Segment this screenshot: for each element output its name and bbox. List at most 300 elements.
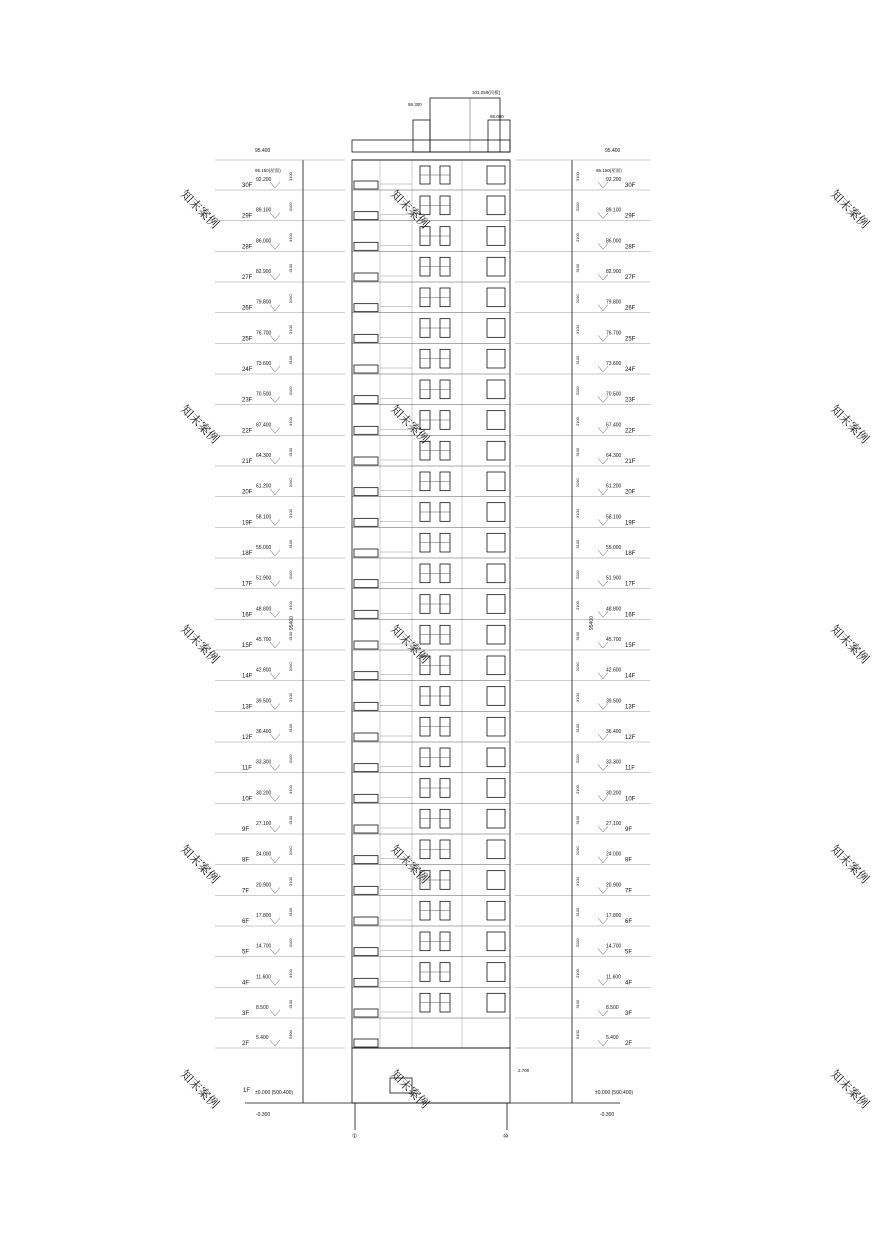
right-storey-height: 3100 [575,601,580,610]
below-ground-left: -0.300 [256,1112,271,1118]
right-floor-name: 19F [625,520,636,527]
right-floor-name: 3F [625,1011,633,1017]
balcony-railing [354,886,378,894]
top-elevation-left: 95.400 [255,148,271,154]
left-floor-name: 28F [242,244,253,251]
right-storey-height: 3100 [575,202,580,212]
left-elevation-value: 51.900 [256,575,272,582]
right-storey-height: 3100 [575,877,580,886]
right-storey-height: 3100 [575,233,580,242]
right-elevation-value: 58.100 [606,514,622,521]
balcony-railing [354,549,378,557]
left-storey-height: 3100 [288,999,293,1009]
left-storey-height: 3100 [288,539,293,549]
left-level-marker [270,673,280,679]
left-floor-name: 20F [242,489,253,496]
balcony-railing [354,488,378,496]
watermark-text: 知末案例 [827,842,872,887]
right-floor-name: 30F [625,183,636,189]
left-floor-name: 24F [242,367,253,373]
left-floor-name: 11F [242,765,252,772]
grid-label-right: ⑩ [503,1134,509,1140]
right-elevation-value: 67.400 [606,422,622,429]
right-elevation-value: 8.500 [606,1005,619,1011]
balcony-railing [354,702,378,710]
right-elevation-value: 17.800 [606,913,622,919]
grid-label-left: ① [352,1134,358,1140]
window-side [487,656,505,675]
balcony-railing [354,672,378,680]
window-side [487,779,505,798]
window-side [487,963,505,982]
balcony-railing [354,825,378,833]
left-storey-height: 3100 [288,478,293,488]
right-elevation-value: 36.400 [606,729,622,735]
left-floor-name: 4F [242,980,250,987]
left-elevation-value: 67.400 [256,422,272,429]
right-floor-name: 17F [625,581,636,588]
right-storey-height: 3100 [575,509,580,518]
right-floor-name: 21F [625,459,636,465]
right-storey-height: 3100 [575,662,580,672]
left-level-marker [270,642,280,648]
left-level-marker [270,489,280,495]
left-elevation-value: 89.100 [256,207,272,214]
left-level-marker [270,1010,280,1016]
left-storey-height: 3100 [288,815,293,825]
right-storey-height: 3100 [575,355,580,365]
left-elevation-value: 5.400 [256,1035,269,1041]
watermark-text: 知末案例 [387,187,432,232]
left-storey-height: 3100 [288,662,293,672]
right-storey-height: 3100 [575,386,580,396]
left-level-marker [270,611,280,617]
window-side [487,687,505,706]
left-elevation-value: 45.700 [256,637,272,643]
left-floor-name: 26F [242,305,253,312]
left-level-marker [270,765,280,771]
right-storey-height: 3100 [575,263,580,273]
left-floor-name: 25F [242,336,253,343]
left-level-marker [270,305,280,311]
left-storey-height: 3100 [288,447,293,457]
left-storey-height: 3100 [288,325,293,334]
canopy-label: 2.700 [518,1068,530,1073]
right-floor-name: 24F [625,367,636,373]
left-elevation-value: 17.800 [256,913,272,919]
watermark-layer [178,187,873,1112]
balcony-railing [354,457,378,465]
building-facade [352,160,510,1048]
window-side [487,288,505,307]
watermark-text: 知末案例 [387,1067,432,1112]
right-floor-name: 4F [625,980,633,987]
left-elevation-annotations [215,160,345,1103]
watermark-text: 知末案例 [387,842,432,887]
left-level-marker [270,213,280,219]
window-side [487,349,505,368]
left-floor-name: 14F [242,673,253,680]
balcony-railing [354,1009,378,1017]
window-side [487,564,505,583]
left-storey-height: 3100 [288,785,293,794]
window-side [487,441,505,460]
left-elevation-value: 39.500 [256,698,272,705]
window-side [487,319,505,338]
left-elevation-value: 24.000 [256,851,272,858]
watermark-text: 知末案例 [827,622,872,667]
right-storey-height: 3100 [575,907,580,917]
left-storey-height: 3100 [288,601,293,610]
left-level-marker [270,458,280,464]
left-storey-height: 3100 [288,877,293,886]
window-side [487,166,505,184]
left-storey-height: 3100 [288,969,293,978]
left-storey-height: 3100 [288,355,293,365]
roof-machine-room [430,98,500,152]
right-floor-name: 10F [625,796,636,803]
right-elevation-value: 48.800 [606,606,622,613]
window-side [487,932,505,951]
watermark-text: 知末案例 [827,1067,872,1112]
window-side [487,380,505,399]
left-elevation-value: 64.300 [256,453,272,459]
right-floor-name: 13F [625,704,636,711]
left-floor-name: 9F [242,827,250,833]
right-elevation-value: 55.000 [606,545,622,551]
balcony-railing [354,610,378,618]
left-elevation-value: 61.200 [256,483,272,490]
left-storey-height: 3100 [288,754,293,764]
left-storey-height: 5400 [288,1030,293,1039]
right-floor-name: 18F [625,551,636,557]
left-floor-name: 2F [242,1041,250,1047]
watermark-text: 知末案例 [177,1067,222,1112]
right-elevation-value: 24.000 [606,851,622,858]
left-elevation-value: 55.000 [256,545,272,551]
left-level-marker [270,795,280,801]
left-level-marker [270,979,280,985]
right-elevation-value: 64.300 [606,453,622,459]
left-level-marker [270,826,280,832]
left-elevation-value: 11.600 [256,974,271,981]
right-storey-height: 3100 [575,631,580,641]
watermark-text: 知末案例 [827,402,872,447]
left-floor-name: 12F [242,735,253,741]
left-floor-name: 3F [242,1011,250,1017]
balcony-railing [354,580,378,588]
left-level-marker [270,857,280,863]
left-storey-height: 3100 [288,417,293,426]
right-elevation-value: 20.900 [606,882,622,889]
right-floor-name: 2F [625,1041,633,1047]
left-floor-name: 23F [242,397,253,404]
left-elevation-value: 58.100 [256,514,272,521]
left-storey-height: 3100 [288,386,293,396]
right-elevation-value: 73.600 [606,361,622,367]
left-level-marker [270,397,280,403]
right-storey-height: 3100 [575,723,580,733]
roof-label-right: 98.000 [490,114,504,119]
left-level-marker [270,274,280,280]
right-storey-height: 3100 [575,570,580,580]
right-floor-name: 27F [625,275,636,281]
right-elevation-value: 14.700 [606,943,622,950]
right-elevation-value: 42.600 [606,667,622,674]
window-side [487,625,505,644]
right-floor-name: 15F [625,643,636,649]
right-elevation-value: 51.900 [606,575,622,582]
left-storey-height: 3100 [288,938,293,948]
left-storey-height: 3100 [288,294,293,304]
left-floor-name: 13F [242,704,253,711]
left-storey-height: 3100 [288,631,293,641]
right-elevation-value: 5.400 [606,1035,619,1041]
right-storey-height: 3100 [575,785,580,794]
left-level-marker [270,243,280,249]
right-floor-name: 25F [625,336,636,343]
left-floor-name: 10F [242,796,253,803]
right-storey-height: 3100 [575,325,580,334]
ground-floor-name: 1F [243,1088,251,1094]
left-floor-name: 18F [242,551,253,557]
right-elevation-value: 30.200 [606,790,622,797]
below-ground-right: -0.300 [600,1112,615,1118]
right-floor-name: 20F [625,489,636,496]
left-storey-height: 3100 [288,172,293,181]
window-side [487,227,505,246]
left-level-marker [270,550,280,556]
top-elevation-right: 95.400 [605,148,621,154]
roof-label-left: 99.300 [408,102,422,107]
left-level-marker [270,887,280,893]
left-level-marker [270,581,280,587]
left-floor-name: 27F [242,275,253,281]
balcony-railing [354,733,378,741]
right-floor-name: 29F [625,213,636,220]
left-elevation-value: 14.700 [256,943,272,950]
balcony-railing [354,794,378,802]
left-level-marker [270,703,280,709]
balcony-railing [354,242,378,250]
right-floor-name: 6F [625,919,633,925]
left-storey-height: 3100 [288,509,293,518]
balcony-railing [354,917,378,925]
right-storey-height: 3100 [575,815,580,825]
balcony-railing [354,948,378,956]
right-storey-height: 3100 [575,447,580,457]
watermark-text: 知末案例 [177,622,222,667]
balcony-railing [354,273,378,281]
left-level-marker [270,734,280,740]
left-storey-height: 3100 [288,846,293,856]
right-storey-height: 3100 [575,539,580,549]
left-level-marker [270,182,280,188]
right-storey-height: 3100 [575,938,580,948]
right-storey-height: 3100 [575,999,580,1009]
ground-floor-lobby [352,1048,510,1103]
right-storey-height: 5400 [575,1030,580,1039]
left-floor-name: 6F [242,919,250,925]
top-elevation-annotation [255,148,622,630]
right-elevation-value: 82.900 [606,269,622,275]
right-storey-height: 3100 [575,754,580,764]
total-height-left: 95400 [289,616,295,630]
left-storey-height: 3100 [288,570,293,580]
left-storey-height: 3100 [288,233,293,242]
right-elevation-value: 61.200 [606,483,622,490]
right-elevation-value: 89.100 [606,207,622,214]
left-elevation-value: 30.200 [256,790,272,797]
left-storey-height: 3100 [288,263,293,273]
window-side [487,411,505,430]
right-floor-name: 28F [625,244,636,251]
watermark-text: 知末案例 [827,187,872,232]
left-level-marker [270,949,280,955]
right-storey-height: 3100 [575,478,580,488]
right-storey-height: 3100 [575,846,580,856]
ground-elevation-left: ±0.000 (500.400) [255,1090,294,1096]
left-level-marker [270,519,280,525]
left-elevation-value: 48.800 [256,606,272,613]
left-floor-name: 19F [242,520,253,527]
window-side [487,871,505,890]
left-storey-height: 3100 [288,202,293,212]
left-elevation-value: 73.600 [256,361,272,367]
window-side [487,901,505,920]
balcony-railing [354,764,378,772]
left-elevation-value: 82.900 [256,269,272,275]
balcony-railing [354,641,378,649]
right-floor-name: 7F [625,888,633,895]
right-floor-name: 11F [625,765,635,772]
watermark-text: 知末案例 [177,402,222,447]
right-floor-name: 12F [625,735,636,741]
roof-structure [352,89,510,152]
right-elevation-value: 76.700 [606,330,622,337]
balcony-railing [354,426,378,434]
left-floor-name: 7F [242,888,250,895]
watermark-text: 知末案例 [387,622,432,667]
right-elevation-value: 92.200 [606,177,622,183]
window-side [487,840,505,859]
left-floor-name: 29F [242,213,253,220]
roof-parapet [352,140,510,152]
left-storey-height: 3100 [288,693,293,702]
window-side [487,196,505,215]
roof-stair-box [413,120,430,152]
window-side [487,533,505,552]
balcony-railing [354,396,378,404]
left-level-marker [270,1040,280,1046]
left-floor-name: 30F [242,183,253,189]
right-floor-name: 23F [625,397,636,404]
building-base [243,1048,633,1140]
left-elevation-value: 8.500 [256,1005,269,1011]
roof-label-top: 101.250(顶板) [472,90,501,95]
right-floor-name: 22F [625,428,636,435]
right-elevation-value: 45.700 [606,637,622,643]
balcony-railing [354,365,378,373]
right-storey-height: 3100 [575,693,580,702]
left-elevation-value: 33.300 [256,759,272,766]
left-elevation-value: 27.100 [256,821,272,827]
window-side [487,993,505,1012]
right-elevation-value: 70.500 [606,391,622,398]
watermark-text: 知末案例 [177,842,222,887]
roof-tank-box [488,120,510,152]
right-storey-height: 3100 [575,294,580,304]
top-elevation-note-left: 95.150(屋面) [255,168,281,173]
right-floor-name: 26F [625,305,636,312]
left-level-marker [270,366,280,372]
left-elevation-value: 36.400 [256,729,272,735]
watermark-text: 知末案例 [387,402,432,447]
balcony-railing [354,978,378,986]
window-side [487,748,505,767]
left-floor-name: 5F [242,949,250,956]
window-side [487,809,505,828]
left-storey-height: 3100 [288,723,293,733]
right-floor-name: 5F [625,949,633,956]
right-floor-name: 8F [625,857,633,864]
window-side [487,595,505,614]
balcony-railing [354,856,378,864]
ground-elevation-right: ±0.000 (500.400) [595,1090,634,1096]
right-storey-height: 3100 [575,417,580,426]
left-elevation-value: 42.600 [256,667,272,674]
right-floor-name: 14F [625,673,636,680]
balcony-railing [354,518,378,526]
right-elevation-value: 86.000 [606,238,622,245]
right-elevation-value: 79.800 [606,299,622,306]
top-elevation-note-right: 95.150(屋面) [596,168,622,173]
left-floor-name: 22F [242,428,253,435]
right-elevation-value: 11.600 [606,974,621,981]
window-side [487,717,505,736]
right-floor-name: 16F [625,612,636,619]
left-level-marker [270,427,280,433]
right-storey-height: 3100 [575,969,580,978]
total-height-right: 95400 [589,616,595,630]
left-floor-name: 16F [242,612,253,619]
window-side [487,503,505,522]
left-elevation-value: 70.500 [256,391,272,398]
right-elevation-value: 39.500 [606,698,622,705]
left-elevation-value: 92.200 [256,177,272,183]
left-level-marker [270,918,280,924]
right-floor-name: 9F [625,827,633,833]
left-storey-height: 3100 [288,907,293,917]
left-elevation-value: 79.800 [256,299,272,306]
left-floor-name: 15F [242,643,253,649]
left-floor-name: 21F [242,459,253,465]
right-elevation-value: 33.300 [606,759,622,766]
balcony-railing [354,181,378,189]
balcony-railing [354,212,378,220]
left-floor-name: 8F [242,857,250,864]
right-storey-height: 3100 [575,172,580,181]
left-elevation-value: 76.700 [256,330,272,337]
left-elevation-value: 20.900 [256,882,272,889]
window-side [487,472,505,491]
balcony-railing [354,1039,378,1047]
left-floor-name: 17F [242,581,253,588]
right-elevation-value: 27.100 [606,821,622,827]
left-level-marker [270,335,280,341]
balcony-railing [354,334,378,342]
window-side [487,257,505,276]
